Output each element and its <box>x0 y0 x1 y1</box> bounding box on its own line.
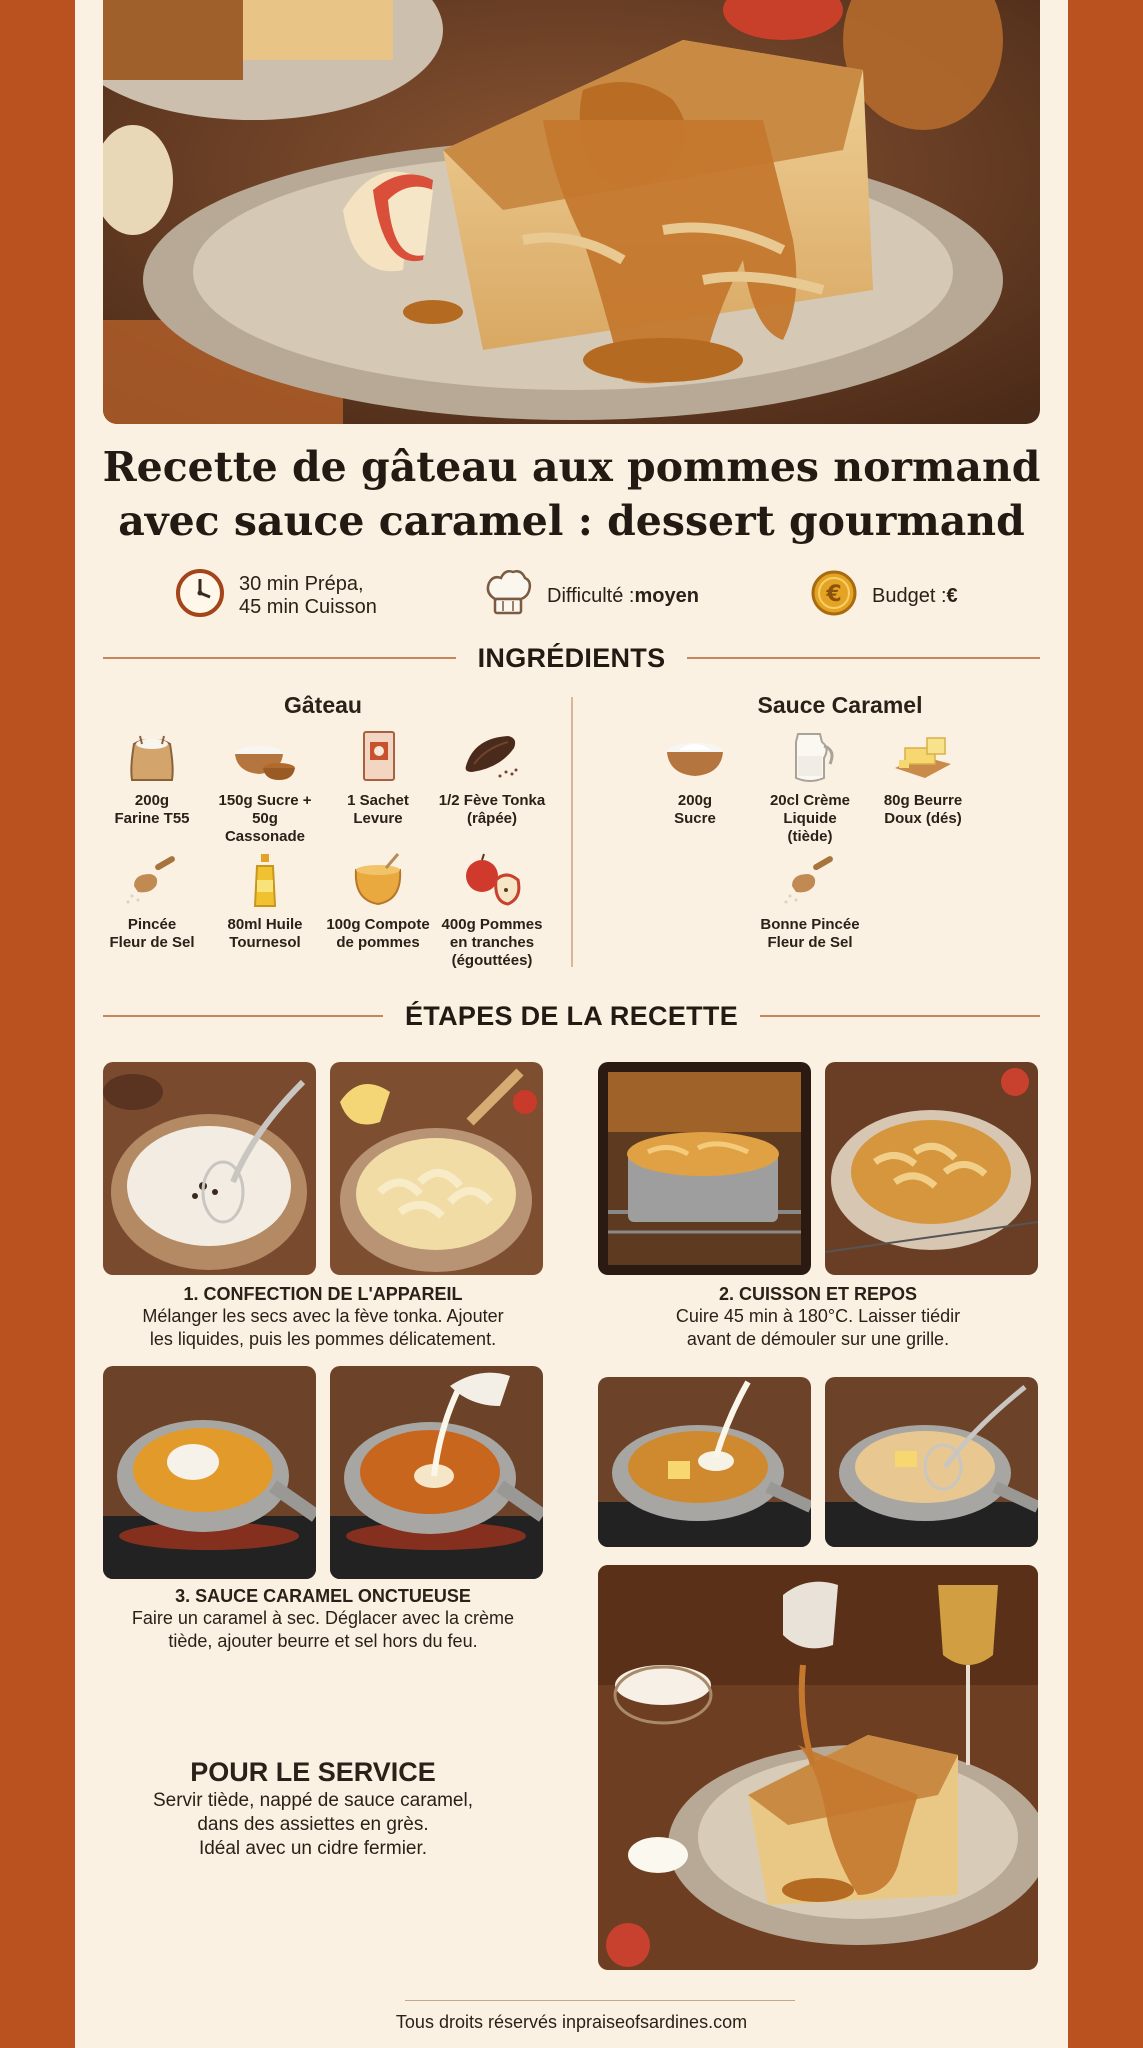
ingredient-text: 400g Pommes en tranches (égouttées) <box>441 916 543 969</box>
caramel-subtitle: Sauce Caramel <box>757 692 923 718</box>
service-section <box>103 1755 523 1861</box>
service-line1: Servir tiède, nappé de sauce caramel, <box>152 1790 473 1811</box>
difficulty-label: Difficulté : <box>547 584 635 607</box>
ingredient-item <box>868 728 978 828</box>
service-line3: Idéal avec un cidre fermier. <box>198 1838 428 1859</box>
ingredient-text: 150g Sucre + 50g Cassonade <box>218 792 312 845</box>
yeast-sachet-icon <box>346 728 410 784</box>
sugar-bowls-icon <box>233 728 297 784</box>
step-3 <box>103 1585 543 1653</box>
steps-heading: ÉTAPES DE LA RECETTE <box>404 1000 739 1031</box>
divider <box>687 657 1040 659</box>
title-line-2: avec sauce caramel : dessert gourmand <box>118 497 1025 545</box>
column-divider <box>571 697 573 967</box>
service-title: POUR LE SERVICE <box>190 1757 436 1787</box>
step2-photo-oven <box>598 1062 811 1275</box>
step-1-desc-line2: les liquides, puis les pommes délicatement. <box>149 1329 497 1349</box>
clock-icon <box>175 568 225 624</box>
ingredient-item <box>437 852 547 970</box>
ingredient-item <box>755 728 865 846</box>
divider <box>103 1015 383 1017</box>
apples-icon <box>460 852 524 908</box>
step-2-title: 2. CUISSON ET REPOS <box>718 1284 918 1304</box>
copyright-footer: Tous droits réservés inpraiseofsardines.com <box>395 2012 748 2032</box>
step-2-desc-line1: Cuire 45 min à 180°C. Laisser tiédir <box>675 1306 961 1326</box>
ingredient-text: 1 Sachet Levure <box>347 792 409 827</box>
page-title <box>75 440 1068 548</box>
ingredient-text: 20cl Crème Liquide (tiède) <box>769 792 851 845</box>
step-3-desc-line1: Faire un caramel à sec. Déglacer avec la crème <box>131 1608 515 1628</box>
ingredient-text: 80ml Huile Tournesol <box>227 916 303 951</box>
ingredient-item <box>97 728 207 828</box>
ingredients-heading: INGRÉDIENTS <box>477 642 666 673</box>
ingredient-text: Pincée Fleur de Sel <box>109 916 195 951</box>
flour-sack-icon <box>120 728 184 784</box>
step1-photo-flour-whisk <box>103 1062 316 1275</box>
cake-subtitle: Gâteau <box>284 692 362 718</box>
oil-bottle-icon <box>233 852 297 908</box>
applesauce-jar-icon <box>346 852 410 908</box>
recipe-card <box>75 0 1068 2048</box>
salt-scoop-icon <box>778 852 842 908</box>
ingredient-item <box>323 852 433 952</box>
ingredient-item <box>323 728 433 828</box>
step3-photo-caramel-pan <box>103 1366 316 1579</box>
euro-coin-icon <box>810 569 858 623</box>
step-3-title: 3. SAUCE CARAMEL ONCTUEUSE <box>175 1586 471 1606</box>
service-line2: dans des assiettes en grès. <box>197 1814 429 1835</box>
ingredient-item <box>640 728 750 828</box>
chef-hat-icon <box>483 567 533 625</box>
ingredient-item <box>755 852 865 952</box>
ingredient-text: 200g Farine T55 <box>114 792 190 827</box>
ingredients-header <box>103 638 1040 678</box>
divider <box>760 1015 1040 1017</box>
ingredient-item <box>210 728 320 846</box>
ingredient-text: 100g Compote de pommes <box>326 916 430 951</box>
svg-text:€: € <box>826 582 842 607</box>
ingredient-item <box>210 852 320 952</box>
step-3-desc-line2: tiède, ajouter beurre et sel hors du feu. <box>168 1631 478 1651</box>
budget-value: € <box>946 584 958 607</box>
cook-time: 45 min Cuisson <box>239 596 377 618</box>
step-1 <box>103 1283 543 1351</box>
step3-photo-cream-pour <box>330 1366 543 1579</box>
salt-scoop-icon <box>120 852 184 908</box>
meta-budget <box>810 566 958 626</box>
step-1-title: 1. CONFECTION DE L'APPAREIL <box>183 1284 463 1304</box>
ingredient-item <box>97 852 207 952</box>
ingredient-text: 1/2 Fève Tonka (râpée) <box>438 792 546 827</box>
divider <box>103 657 456 659</box>
step2-photo-cake-cooling <box>825 1062 1038 1275</box>
budget-label: Budget : <box>872 584 947 607</box>
step3-photo-whisking-caramel <box>825 1377 1038 1547</box>
meta-time <box>175 566 377 626</box>
ingredient-text: Bonne Pincée Fleur de Sel <box>760 916 860 951</box>
butter-icon <box>891 728 955 784</box>
serving-photo-caramel-pour <box>598 1565 1038 1970</box>
sugar-bowl-icon <box>663 728 727 784</box>
step-1-desc-line1: Mélanger les secs avec la fève tonka. Ajouter <box>142 1306 504 1326</box>
meta-difficulty <box>483 566 699 626</box>
ingredient-text: 80g Beurre Doux (dés) <box>883 792 963 827</box>
cream-jug-icon <box>778 728 842 784</box>
hero-photo-cake-slice <box>103 0 1040 424</box>
ingredient-item <box>437 728 547 828</box>
tonka-bean-icon <box>460 728 524 784</box>
difficulty-value: moyen <box>634 584 699 607</box>
step1-photo-apples-bowl <box>330 1062 543 1275</box>
footer-divider <box>405 2000 795 2001</box>
title-line-1: Recette de gâteau aux pommes normand <box>102 443 1041 491</box>
steps-header <box>103 996 1040 1036</box>
prep-time: 30 min Prépa, <box>239 573 364 595</box>
step-2 <box>598 1283 1038 1351</box>
step3-photo-butter-cream <box>598 1377 811 1547</box>
step-2-desc-line2: avant de démouler sur une grille. <box>686 1329 950 1349</box>
ingredient-text: 200g Sucre <box>674 792 716 827</box>
